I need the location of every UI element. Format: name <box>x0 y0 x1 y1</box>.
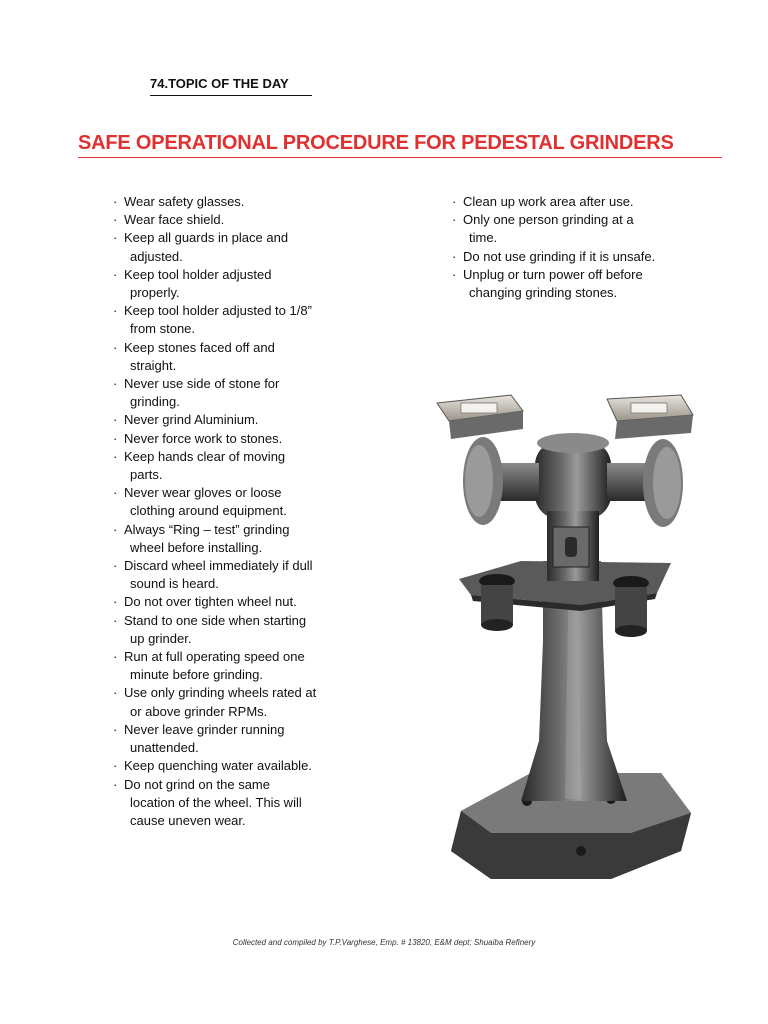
procedure-item-text: Never grind Aluminium. <box>124 412 259 428</box>
procedure-item <box>113 430 353 448</box>
bullet-point: · <box>113 758 118 774</box>
bullet-point: · <box>452 266 457 282</box>
procedure-item-text: Wear face shield. <box>124 212 225 228</box>
procedure-item-text: Stand to one side when starting <box>124 612 307 628</box>
procedure-item-text: location of the wheel. This will <box>130 794 302 810</box>
procedure-item <box>113 229 353 265</box>
procedure-item-text: up grinder. <box>130 630 192 646</box>
bullet-point: · <box>113 612 118 628</box>
procedure-item-text: Do not over tighten wheel nut. <box>124 594 297 610</box>
procedure-item <box>113 612 353 648</box>
procedure-item-text: Keep tool holder adjusted to 1/8” <box>124 303 312 319</box>
procedure-item <box>113 266 353 302</box>
procedure-item <box>113 757 353 775</box>
bullet-point: · <box>113 339 118 355</box>
procedure-item <box>113 339 353 375</box>
bullet-point: · <box>113 376 118 392</box>
bullet-point: · <box>113 594 118 610</box>
procedure-item-text: Do not use grinding if it is unsafe. <box>463 248 656 264</box>
bullet-point: · <box>452 212 457 228</box>
procedure-item <box>452 211 702 247</box>
procedure-item-text: Keep tool holder adjusted <box>124 266 272 282</box>
procedure-item-text: sound is heard. <box>130 576 219 592</box>
procedure-item-text: Wear safety glasses. <box>124 194 245 209</box>
procedure-item-text: Use only grinding wheels rated at <box>124 685 317 701</box>
procedure-item-text: Discard wheel immediately if dull <box>124 558 313 574</box>
procedure-item-text: Keep quenching water available. <box>124 758 312 774</box>
procedure-item <box>113 211 353 229</box>
pedestal-grinder-image <box>431 381 703 883</box>
topic-heading: 74.TOPIC OF THE DAY <box>150 76 312 96</box>
procedure-item-text: Never wear gloves or loose <box>124 485 282 501</box>
procedure-item <box>113 521 353 557</box>
procedure-item <box>452 193 702 211</box>
bullet-point: · <box>113 412 118 428</box>
bullet-point: · <box>113 558 118 574</box>
bullet-point: · <box>113 194 118 209</box>
bullet-point: · <box>113 776 118 792</box>
procedure-item-text: Only one person grinding at a <box>463 212 634 228</box>
procedure-item-text: Unplug or turn power off before <box>463 266 643 282</box>
procedure-item <box>113 721 353 757</box>
procedure-item-text: cause uneven wear. <box>130 812 246 828</box>
procedure-item-text: parts. <box>130 467 163 483</box>
page-title: SAFE OPERATIONAL PROCEDURE FOR PEDESTAL GRINDERS <box>78 132 674 154</box>
procedure-item-text: changing grinding stones. <box>469 285 618 301</box>
procedure-item-text: adjusted. <box>130 248 183 264</box>
grinding-wheel-left <box>463 437 503 525</box>
procedure-item-text: or above grinder RPMs. <box>130 703 268 719</box>
procedure-item-text: clothing around equipment. <box>130 503 287 519</box>
procedure-item-text: Never leave grinder running <box>124 721 285 737</box>
bullet-point: · <box>113 649 118 665</box>
procedure-item-text: Run at full operating speed one <box>124 649 305 665</box>
procedure-item-text: Clean up work area after use. <box>463 194 634 209</box>
procedure-item-text: Keep hands clear of moving <box>124 448 286 464</box>
procedure-item <box>113 557 353 593</box>
procedure-item-text: Keep all guards in place and <box>124 230 289 246</box>
procedure-item-text: wheel before installing. <box>130 539 263 555</box>
bullet-point: · <box>113 721 118 737</box>
footer-credit: Collected and compiled by T.P.Varghese, Emp. # 13820, E&M dept; Shuaiba Refinery <box>232 938 536 947</box>
procedure-list-left <box>113 193 353 830</box>
procedure-item-text: straight. <box>130 357 177 373</box>
procedure-item <box>113 484 353 520</box>
bullet-point: · <box>113 212 118 228</box>
eye-shield-left <box>437 395 523 439</box>
procedure-item-text: unattended. <box>130 740 199 756</box>
procedure-item-text: time. <box>469 230 498 246</box>
procedure-item <box>113 193 353 211</box>
procedure-item-text: Do not grind on the same <box>124 776 270 792</box>
procedure-list-right <box>452 193 702 302</box>
procedure-item-text: from stone. <box>130 321 196 337</box>
motor-housing <box>491 433 655 581</box>
procedure-item <box>113 448 353 484</box>
procedure-item <box>113 648 353 684</box>
procedure-item <box>113 593 353 611</box>
procedure-item <box>113 684 353 720</box>
bullet-point: · <box>113 266 118 282</box>
grinding-wheel-right <box>643 439 683 527</box>
bullet-point: · <box>113 303 118 319</box>
procedure-item-text: Always “Ring – test” grinding <box>124 521 290 537</box>
procedure-item <box>452 266 702 302</box>
procedure-item <box>452 248 702 266</box>
procedure-item <box>113 375 353 411</box>
procedure-item-text: minute before grinding. <box>130 667 263 683</box>
procedure-item-text: Never use side of stone for <box>124 376 280 392</box>
bullet-point: · <box>113 685 118 701</box>
procedure-item-text: properly. <box>130 285 180 301</box>
procedure-item-text: Keep stones faced off and <box>124 339 275 355</box>
bullet-point: · <box>113 485 118 501</box>
procedure-item <box>113 411 353 429</box>
bullet-point: · <box>452 194 457 209</box>
bullet-point: · <box>113 448 118 464</box>
bullet-point: · <box>113 430 118 446</box>
procedure-item <box>113 776 353 831</box>
title-underline <box>78 157 722 158</box>
procedure-item-text: grinding. <box>130 394 180 410</box>
eye-shield-right <box>607 395 693 439</box>
bullet-point: · <box>452 248 457 264</box>
procedure-item-text: Never force work to stones. <box>124 430 283 446</box>
bullet-point: · <box>113 521 118 537</box>
bullet-point: · <box>113 230 118 246</box>
procedure-item <box>113 302 353 338</box>
